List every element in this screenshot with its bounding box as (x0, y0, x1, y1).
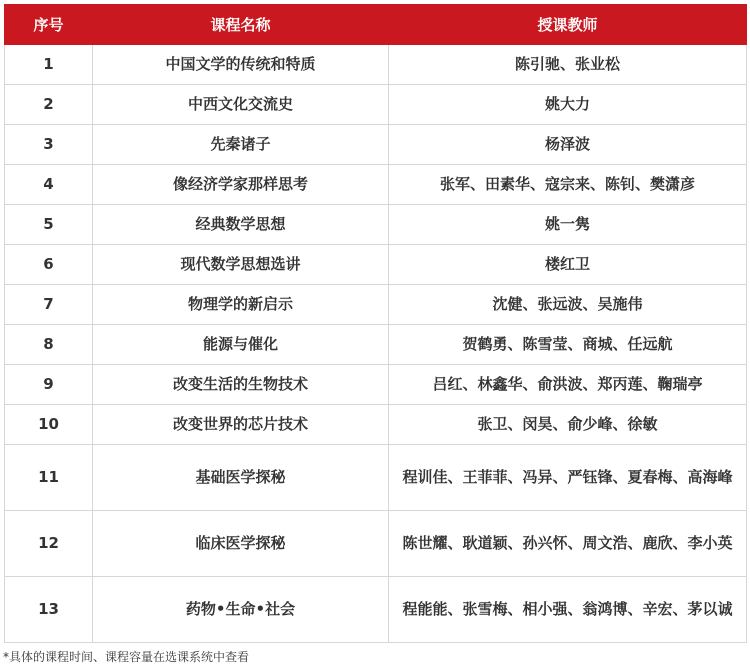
table-row (5, 511, 747, 577)
row-course: 改变生活的生物技术 (93, 365, 389, 405)
row-no: 11 (5, 445, 93, 511)
row-course: 中西文化交流史 (93, 85, 389, 125)
row-no: 9 (5, 365, 93, 405)
row-no: 3 (5, 125, 93, 165)
row-course: 能源与催化 (93, 325, 389, 365)
table-row (5, 577, 747, 643)
header-course: 课程名称 (93, 5, 389, 45)
row-no: 2 (5, 85, 93, 125)
header-teacher: 授课教师 (389, 5, 747, 45)
row-teacher: 程能能、张雪梅、相小强、翁鸿博、辛宏、茅以诚 (389, 577, 747, 643)
row-teacher: 楼红卫 (389, 245, 747, 285)
header-no: 序号 (5, 5, 93, 45)
row-course: 经典数学思想 (93, 205, 389, 245)
table-row (5, 165, 747, 205)
row-no: 4 (5, 165, 93, 205)
row-no: 6 (5, 245, 93, 285)
row-teacher: 张卫、闵昊、俞少峰、徐敏 (389, 405, 747, 445)
table-row (5, 445, 747, 511)
row-course: 改变世界的芯片技术 (93, 405, 389, 445)
row-no: 1 (5, 45, 93, 85)
row-no: 8 (5, 325, 93, 365)
row-no: 10 (5, 405, 93, 445)
row-teacher: 张军、田素华、寇宗来、陈钊、樊潇彦 (389, 165, 747, 205)
row-course: 像经济学家那样思考 (93, 165, 389, 205)
table-row (5, 85, 747, 125)
row-course: 先秦诸子 (93, 125, 389, 165)
table-row (5, 125, 747, 165)
row-no: 7 (5, 285, 93, 325)
table-row (5, 285, 747, 325)
row-course: 中国文学的传统和特质 (93, 45, 389, 85)
table-row (5, 205, 747, 245)
row-course: 药物•生命•社会 (93, 577, 389, 643)
footnote: *具体的课程时间、课程容量在选课系统中查看 (3, 650, 250, 664)
table-row (5, 325, 747, 365)
row-course: 临床医学探秘 (93, 511, 389, 577)
row-no: 13 (5, 577, 93, 643)
row-teacher: 杨泽波 (389, 125, 747, 165)
row-teacher: 沈健、张远波、吴施伟 (389, 285, 747, 325)
row-teacher: 陈引驰、张业松 (389, 45, 747, 85)
table-row (5, 365, 747, 405)
row-course: 现代数学思想选讲 (93, 245, 389, 285)
row-course: 物理学的新启示 (93, 285, 389, 325)
table-header-row (5, 5, 747, 45)
table-row (5, 245, 747, 285)
row-no: 12 (5, 511, 93, 577)
course-table-container (4, 4, 746, 643)
row-teacher: 姚一隽 (389, 205, 747, 245)
row-teacher: 陈世耀、耿道颖、孙兴怀、周文浩、鹿欣、李小英 (389, 511, 747, 577)
row-course: 基础医学探秘 (93, 445, 389, 511)
course-table (4, 4, 747, 643)
table-row (5, 405, 747, 445)
row-teacher: 程训佳、王菲菲、冯异、严钰锋、夏春梅、高海峰 (389, 445, 747, 511)
row-no: 5 (5, 205, 93, 245)
table-row (5, 45, 747, 85)
row-teacher: 贺鹤勇、陈雪莹、商城、任远航 (389, 325, 747, 365)
row-teacher: 吕红、林鑫华、俞洪波、郑丙莲、鞠瑞亭 (389, 365, 747, 405)
row-teacher: 姚大力 (389, 85, 747, 125)
